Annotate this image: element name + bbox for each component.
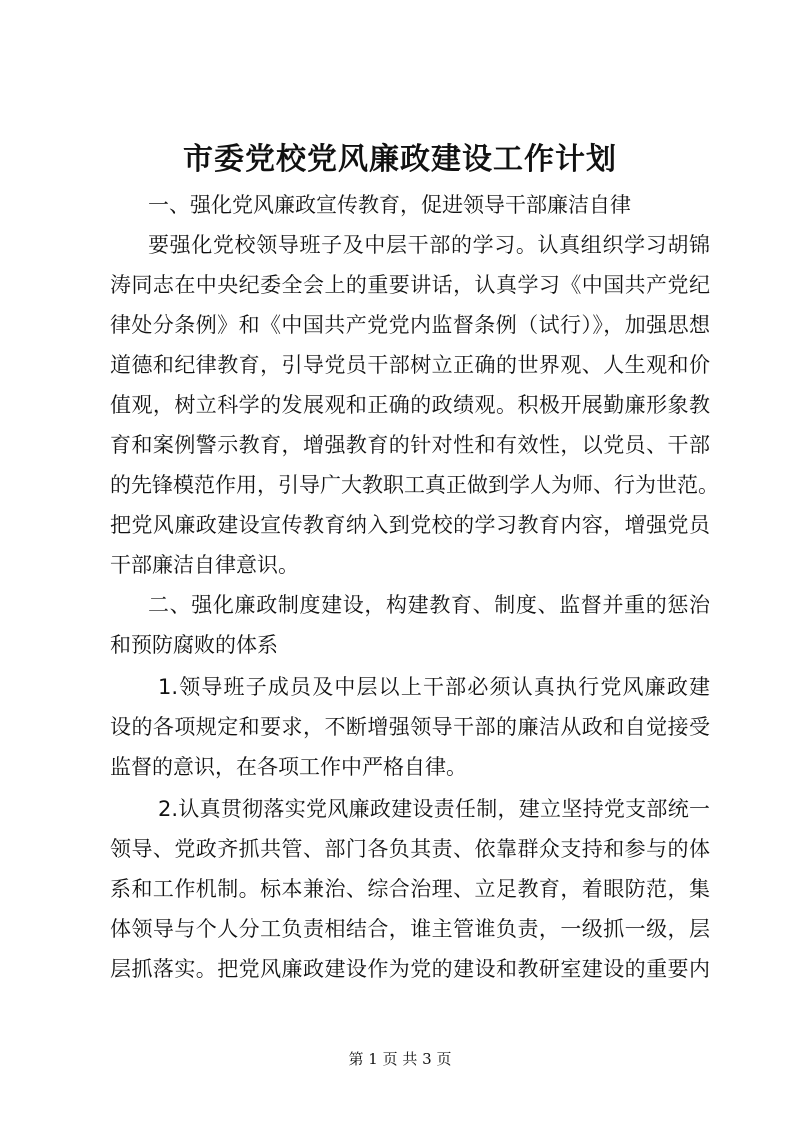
paragraph-line: 监督的意识，在各项工作中严格自律。 [110,755,467,779]
paragraph-line: 的先锋模范作用，引导广大教职工真正做到学人为师、行为世范。 [110,473,719,497]
paragraph-line: 体领导与个人分工负责相结合，谁主管谁负责，一级抓一级，层 [110,917,710,941]
paragraph-line: 把党风廉政建设宣传教育纳入到党校的学习教育内容，增强党员 [110,513,710,537]
paragraph-line: 设的各项规定和要求，不断增强领导干部的廉洁从政和自觉接受 [110,715,710,739]
document-title: 市委党校党风廉政建设工作计划 [183,142,617,177]
paragraph-line: 干部廉洁自律意识。 [110,553,299,577]
paragraph-line: 育和案例警示教育，增强教育的针对性和有效性，以党员、干部 [110,433,710,457]
paragraph-line: 领导、党政齐抓共管、部门各负其责、依靠群众支持和参与的体 [110,837,710,861]
paragraph-line: 系和工作机制。标本兼治、综合治理、立足教育，着眼防范，集 [110,877,710,901]
paragraph-line: 道德和纪律教育，引导党员干部树立正确的世界观、人生观和价 [110,353,710,377]
list-item-2: 2.认真贯彻落实党风廉政建设责任制，建立坚持党支部统一 [158,797,710,821]
paragraph-line: 律处分条例》和《中国共产党党内监督条例（试行）》，加强思想 [110,313,710,337]
section-heading-2-cont: 和预防腐败的体系 [110,633,278,657]
paragraph-line: 要强化党校领导班子及中层干部的学习。认真组织学习胡锦 [148,233,710,257]
list-item-1: 1.领导班子成员及中层以上干部必须认真执行党风廉政建 [158,675,710,699]
paragraph-line: 层抓落实。把党风廉政建设作为党的建设和教研室建设的重要内 [110,957,710,981]
paragraph-line: 涛同志在中央纪委全会上的重要讲话，认真学习《中国共产党纪 [110,273,710,297]
paragraph-line: 值观，树立科学的发展观和正确的政绩观。积极开展勤廉形象教 [110,393,710,417]
section-heading-1: 一、强化党风廉政宣传教育，促进领导干部廉洁自律 [148,193,631,217]
page-footer: 第 1 页 共 3 页 [348,1050,452,1068]
section-heading-2: 二、强化廉政制度建设，构建教育、制度、监督并重的惩治 [148,593,710,617]
